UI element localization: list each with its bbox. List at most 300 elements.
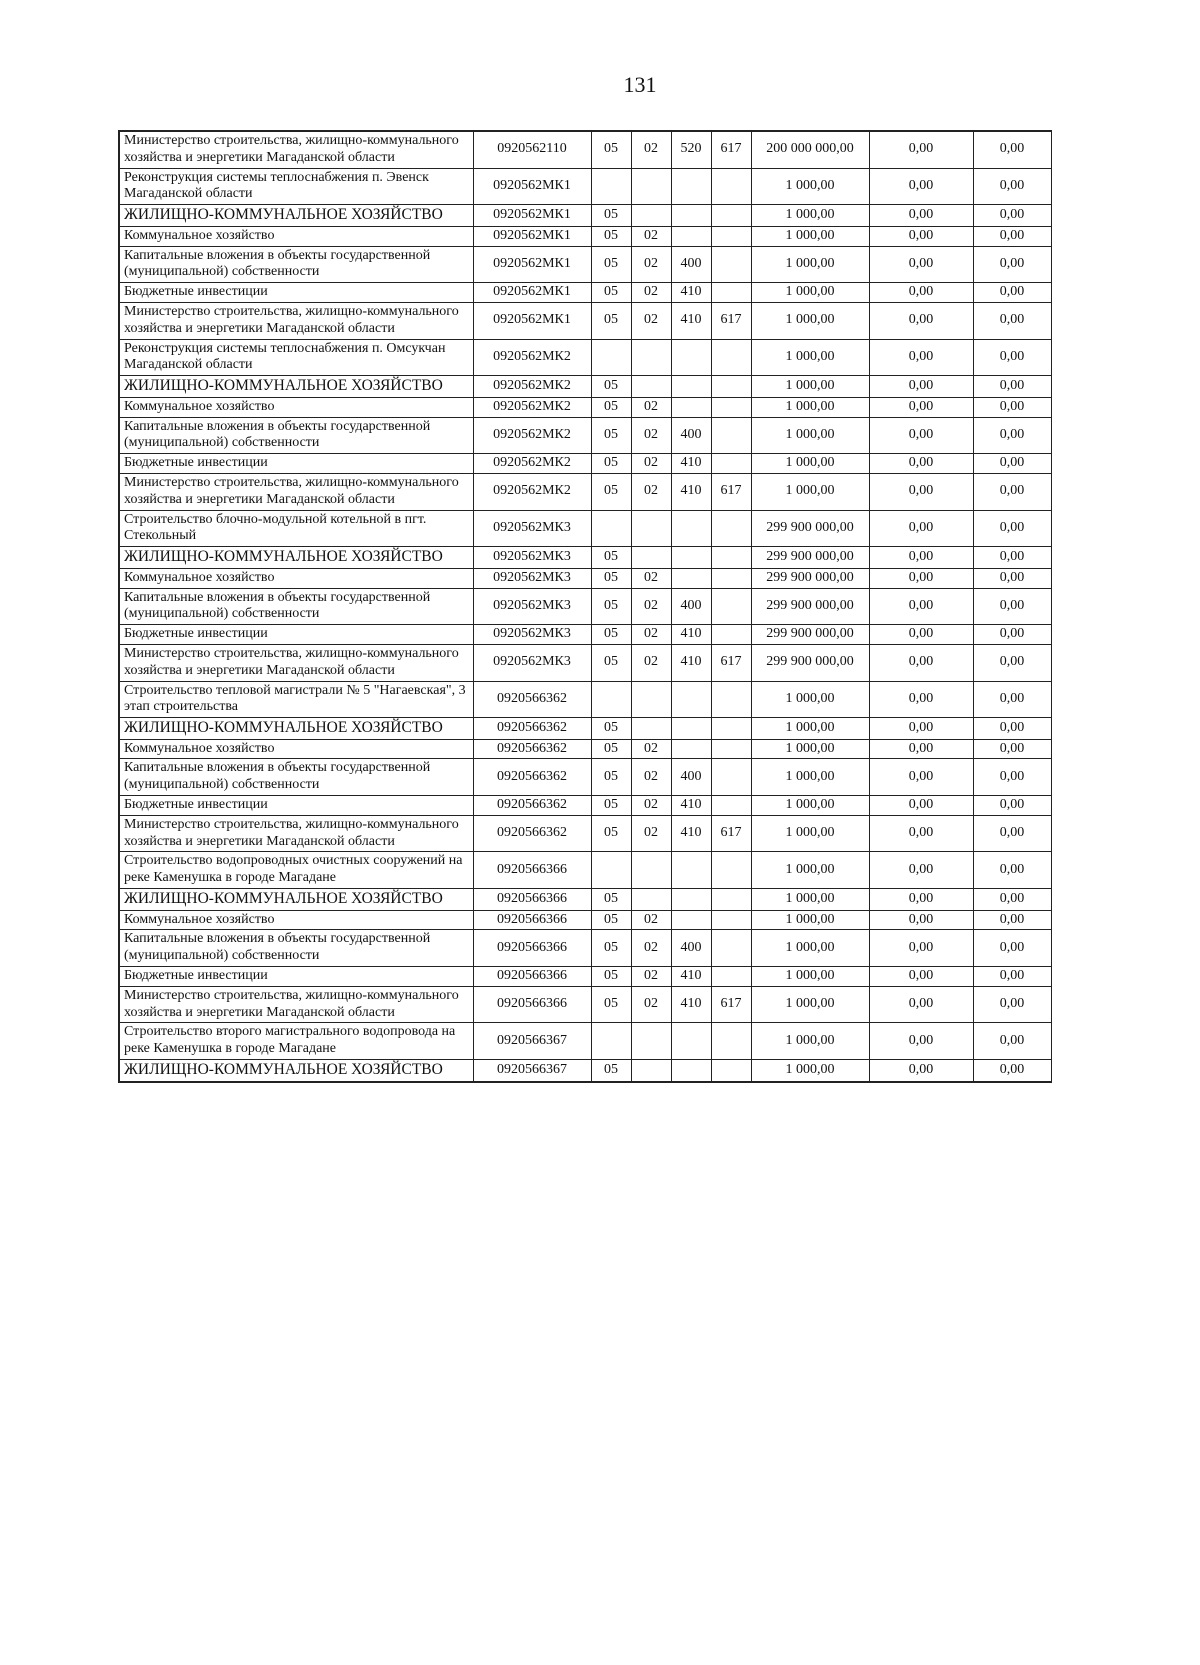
target-article-cell: 0920562МК2	[473, 473, 591, 510]
table-row	[119, 283, 1051, 303]
expense-type-cell: 410	[671, 283, 711, 303]
section-cell: 05	[591, 739, 631, 759]
table-row	[119, 568, 1051, 588]
administrator-cell	[711, 967, 751, 987]
section-cell: 05	[591, 910, 631, 930]
target-article-cell: 0920566366	[473, 967, 591, 987]
target-article-cell: 0920566362	[473, 815, 591, 852]
administrator-cell	[711, 510, 751, 547]
row-name-cell: Министерство строительства, жилищно-коммунального хозяйства и энергетики Магаданской области	[119, 473, 473, 510]
table-row	[119, 131, 1051, 168]
administrator-cell: 617	[711, 815, 751, 852]
amount-year3-cell: 0,00	[973, 168, 1051, 205]
amount-year1-cell: 299 900 000,00	[751, 644, 869, 681]
amount-year2-cell: 0,00	[869, 568, 973, 588]
section-cell: 05	[591, 454, 631, 474]
expense-type-cell	[671, 339, 711, 376]
section-cell: 05	[591, 815, 631, 852]
amount-year2-cell: 0,00	[869, 910, 973, 930]
amount-year1-cell: 1 000,00	[751, 339, 869, 376]
administrator-cell	[711, 910, 751, 930]
amount-year1-cell: 1 000,00	[751, 417, 869, 454]
amount-year1-cell: 299 900 000,00	[751, 625, 869, 645]
expense-type-cell	[671, 226, 711, 246]
table-row	[119, 302, 1051, 339]
amount-year1-cell: 1 000,00	[751, 302, 869, 339]
expense-type-cell: 400	[671, 759, 711, 796]
amount-year2-cell: 0,00	[869, 168, 973, 205]
row-name-cell: ЖИЛИЩНО-КОММУНАЛЬНОЕ ХОЗЯЙСТВО	[119, 205, 473, 227]
amount-year2-cell: 0,00	[869, 644, 973, 681]
amount-year1-cell: 200 000 000,00	[751, 131, 869, 168]
section-cell: 05	[591, 376, 631, 398]
table-row	[119, 376, 1051, 398]
amount-year2-cell: 0,00	[869, 376, 973, 398]
administrator-cell	[711, 930, 751, 967]
section-cell: 05	[591, 226, 631, 246]
subsection-cell: 02	[631, 759, 671, 796]
section-cell	[591, 852, 631, 889]
amount-year2-cell: 0,00	[869, 205, 973, 227]
section-cell: 05	[591, 588, 631, 625]
administrator-cell	[711, 588, 751, 625]
target-article-cell: 0920566362	[473, 796, 591, 816]
table-row	[119, 246, 1051, 283]
section-cell: 05	[591, 417, 631, 454]
table-row	[119, 625, 1051, 645]
amount-year2-cell: 0,00	[869, 930, 973, 967]
subsection-cell	[631, 547, 671, 569]
table-body	[119, 131, 1051, 1082]
section-cell: 05	[591, 283, 631, 303]
amount-year3-cell: 0,00	[973, 796, 1051, 816]
table-row	[119, 339, 1051, 376]
section-cell: 05	[591, 1060, 631, 1082]
row-name-cell: Министерство строительства, жилищно-коммунального хозяйства и энергетики Магаданской области	[119, 302, 473, 339]
amount-year1-cell: 1 000,00	[751, 168, 869, 205]
target-article-cell: 0920562МК2	[473, 339, 591, 376]
amount-year1-cell: 1 000,00	[751, 796, 869, 816]
row-name-cell: ЖИЛИЩНО-КОММУНАЛЬНОЕ ХОЗЯЙСТВО	[119, 376, 473, 398]
row-name-cell: Министерство строительства, жилищно-коммунального хозяйства и энергетики Магаданской области	[119, 131, 473, 168]
subsection-cell: 02	[631, 131, 671, 168]
amount-year3-cell: 0,00	[973, 1023, 1051, 1060]
subsection-cell	[631, 168, 671, 205]
target-article-cell: 0920566366	[473, 910, 591, 930]
amount-year2-cell: 0,00	[869, 510, 973, 547]
subsection-cell	[631, 510, 671, 547]
expense-type-cell: 410	[671, 967, 711, 987]
target-article-cell: 0920566362	[473, 759, 591, 796]
row-name-cell: Бюджетные инвестиции	[119, 454, 473, 474]
row-name-cell: Капитальные вложения в объекты государственной (муниципальной) собственности	[119, 246, 473, 283]
expense-type-cell: 410	[671, 302, 711, 339]
target-article-cell: 0920562МК1	[473, 283, 591, 303]
amount-year3-cell: 0,00	[973, 547, 1051, 569]
amount-year3-cell: 0,00	[973, 376, 1051, 398]
amount-year2-cell: 0,00	[869, 681, 973, 718]
row-name-cell: ЖИЛИЩНО-КОММУНАЛЬНОЕ ХОЗЯЙСТВО	[119, 889, 473, 911]
amount-year3-cell: 0,00	[973, 759, 1051, 796]
amount-year2-cell: 0,00	[869, 796, 973, 816]
subsection-cell: 02	[631, 283, 671, 303]
table-row	[119, 759, 1051, 796]
amount-year3-cell: 0,00	[973, 852, 1051, 889]
target-article-cell: 0920562110	[473, 131, 591, 168]
table-row	[119, 930, 1051, 967]
subsection-cell: 02	[631, 302, 671, 339]
amount-year2-cell: 0,00	[869, 739, 973, 759]
expense-type-cell	[671, 376, 711, 398]
subsection-cell	[631, 681, 671, 718]
subsection-cell: 02	[631, 930, 671, 967]
target-article-cell: 0920562МК1	[473, 168, 591, 205]
section-cell	[591, 1023, 631, 1060]
row-name-cell: Строительство блочно-модульной котельной в пгт. Стекольный	[119, 510, 473, 547]
amount-year2-cell: 0,00	[869, 718, 973, 740]
section-cell: 05	[591, 986, 631, 1023]
amount-year2-cell: 0,00	[869, 815, 973, 852]
amount-year3-cell: 0,00	[973, 986, 1051, 1023]
administrator-cell	[711, 283, 751, 303]
amount-year1-cell: 1 000,00	[751, 986, 869, 1023]
subsection-cell	[631, 1060, 671, 1082]
section-cell: 05	[591, 644, 631, 681]
expense-type-cell: 410	[671, 644, 711, 681]
row-name-cell: Коммунальное хозяйство	[119, 397, 473, 417]
amount-year1-cell: 1 000,00	[751, 815, 869, 852]
amount-year1-cell: 1 000,00	[751, 739, 869, 759]
expense-type-cell: 410	[671, 625, 711, 645]
expense-type-cell	[671, 568, 711, 588]
amount-year1-cell: 299 900 000,00	[751, 510, 869, 547]
amount-year3-cell: 0,00	[973, 718, 1051, 740]
amount-year1-cell: 1 000,00	[751, 1060, 869, 1082]
amount-year2-cell: 0,00	[869, 339, 973, 376]
expense-type-cell	[671, 205, 711, 227]
amount-year1-cell: 1 000,00	[751, 473, 869, 510]
target-article-cell: 0920566367	[473, 1023, 591, 1060]
subsection-cell	[631, 1023, 671, 1060]
administrator-cell	[711, 454, 751, 474]
target-article-cell: 0920566366	[473, 852, 591, 889]
target-article-cell: 0920562МК1	[473, 226, 591, 246]
table-row	[119, 226, 1051, 246]
expense-type-cell: 410	[671, 796, 711, 816]
amount-year2-cell: 0,00	[869, 759, 973, 796]
expense-type-cell: 410	[671, 454, 711, 474]
amount-year3-cell: 0,00	[973, 246, 1051, 283]
section-cell: 05	[591, 547, 631, 569]
amount-year2-cell: 0,00	[869, 473, 973, 510]
section-cell: 05	[591, 625, 631, 645]
target-article-cell: 0920566362	[473, 739, 591, 759]
target-article-cell: 0920562МК3	[473, 568, 591, 588]
row-name-cell: Коммунальное хозяйство	[119, 739, 473, 759]
target-article-cell: 0920566367	[473, 1060, 591, 1082]
administrator-cell	[711, 547, 751, 569]
amount-year2-cell: 0,00	[869, 397, 973, 417]
target-article-cell: 0920562МК3	[473, 547, 591, 569]
amount-year1-cell: 1 000,00	[751, 718, 869, 740]
administrator-cell: 617	[711, 131, 751, 168]
expense-type-cell: 410	[671, 473, 711, 510]
target-article-cell: 0920562МК1	[473, 246, 591, 283]
expense-type-cell: 410	[671, 986, 711, 1023]
amount-year1-cell: 1 000,00	[751, 852, 869, 889]
amount-year3-cell: 0,00	[973, 397, 1051, 417]
amount-year3-cell: 0,00	[973, 473, 1051, 510]
amount-year3-cell: 0,00	[973, 339, 1051, 376]
amount-year1-cell: 1 000,00	[751, 283, 869, 303]
subsection-cell	[631, 852, 671, 889]
row-name-cell: Бюджетные инвестиции	[119, 283, 473, 303]
subsection-cell: 02	[631, 967, 671, 987]
section-cell: 05	[591, 302, 631, 339]
amount-year1-cell: 1 000,00	[751, 397, 869, 417]
row-name-cell: Строительство водопроводных очистных сооружений на реке Каменушка в городе Магадане	[119, 852, 473, 889]
subsection-cell	[631, 889, 671, 911]
target-article-cell: 0920562МК3	[473, 588, 591, 625]
target-article-cell: 0920562МК2	[473, 376, 591, 398]
amount-year2-cell: 0,00	[869, 625, 973, 645]
section-cell: 05	[591, 397, 631, 417]
administrator-cell	[711, 205, 751, 227]
target-article-cell: 0920562МК2	[473, 417, 591, 454]
amount-year3-cell: 0,00	[973, 930, 1051, 967]
amount-year3-cell: 0,00	[973, 889, 1051, 911]
amount-year3-cell: 0,00	[973, 1060, 1051, 1082]
table-row	[119, 889, 1051, 911]
amount-year1-cell: 1 000,00	[751, 681, 869, 718]
section-cell	[591, 168, 631, 205]
amount-year2-cell: 0,00	[869, 454, 973, 474]
section-cell	[591, 510, 631, 547]
administrator-cell	[711, 681, 751, 718]
row-name-cell: Коммунальное хозяйство	[119, 568, 473, 588]
amount-year3-cell: 0,00	[973, 588, 1051, 625]
subsection-cell	[631, 718, 671, 740]
amount-year1-cell: 1 000,00	[751, 246, 869, 283]
amount-year3-cell: 0,00	[973, 417, 1051, 454]
subsection-cell: 02	[631, 568, 671, 588]
table-row	[119, 967, 1051, 987]
subsection-cell: 02	[631, 473, 671, 510]
amount-year2-cell: 0,00	[869, 1023, 973, 1060]
table-row	[119, 644, 1051, 681]
table-row	[119, 588, 1051, 625]
amount-year1-cell: 1 000,00	[751, 376, 869, 398]
subsection-cell: 02	[631, 739, 671, 759]
amount-year3-cell: 0,00	[973, 226, 1051, 246]
expense-type-cell	[671, 852, 711, 889]
row-name-cell: Реконструкция системы теплоснабжения п. Омсукчан Магаданской области	[119, 339, 473, 376]
table-row	[119, 718, 1051, 740]
expense-type-cell: 520	[671, 131, 711, 168]
subsection-cell: 02	[631, 454, 671, 474]
amount-year1-cell: 1 000,00	[751, 205, 869, 227]
expense-type-cell	[671, 889, 711, 911]
administrator-cell	[711, 718, 751, 740]
expense-type-cell	[671, 547, 711, 569]
administrator-cell: 617	[711, 473, 751, 510]
amount-year1-cell: 1 000,00	[751, 889, 869, 911]
subsection-cell: 02	[631, 397, 671, 417]
administrator-cell	[711, 739, 751, 759]
subsection-cell	[631, 205, 671, 227]
amount-year1-cell: 1 000,00	[751, 930, 869, 967]
target-article-cell: 0920562МК2	[473, 454, 591, 474]
amount-year1-cell: 299 900 000,00	[751, 568, 869, 588]
target-article-cell: 0920562МК1	[473, 302, 591, 339]
amount-year3-cell: 0,00	[973, 967, 1051, 987]
administrator-cell	[711, 168, 751, 205]
section-cell: 05	[591, 796, 631, 816]
row-name-cell: Министерство строительства, жилищно-коммунального хозяйства и энергетики Магаданской области	[119, 986, 473, 1023]
row-name-cell: Капитальные вложения в объекты государственной (муниципальной) собственности	[119, 417, 473, 454]
amount-year3-cell: 0,00	[973, 739, 1051, 759]
amount-year1-cell: 1 000,00	[751, 454, 869, 474]
section-cell: 05	[591, 568, 631, 588]
table-row	[119, 417, 1051, 454]
administrator-cell: 617	[711, 644, 751, 681]
expense-type-cell: 400	[671, 588, 711, 625]
amount-year3-cell: 0,00	[973, 302, 1051, 339]
subsection-cell: 02	[631, 796, 671, 816]
amount-year2-cell: 0,00	[869, 302, 973, 339]
expense-type-cell: 400	[671, 930, 711, 967]
row-name-cell: Министерство строительства, жилищно-коммунального хозяйства и энергетики Магаданской области	[119, 644, 473, 681]
expense-type-cell	[671, 510, 711, 547]
table-row	[119, 397, 1051, 417]
table-row	[119, 1060, 1051, 1082]
amount-year1-cell: 1 000,00	[751, 967, 869, 987]
amount-year2-cell: 0,00	[869, 1060, 973, 1082]
expense-type-cell	[671, 718, 711, 740]
row-name-cell: Министерство строительства, жилищно-коммунального хозяйства и энергетики Магаданской области	[119, 815, 473, 852]
section-cell: 05	[591, 967, 631, 987]
target-article-cell: 0920562МК1	[473, 205, 591, 227]
table-row	[119, 910, 1051, 930]
amount-year2-cell: 0,00	[869, 967, 973, 987]
administrator-cell	[711, 889, 751, 911]
amount-year3-cell: 0,00	[973, 625, 1051, 645]
expense-type-cell	[671, 1060, 711, 1082]
table-row	[119, 454, 1051, 474]
subsection-cell	[631, 339, 671, 376]
expense-type-cell	[671, 1023, 711, 1060]
expense-type-cell: 400	[671, 246, 711, 283]
amount-year3-cell: 0,00	[973, 283, 1051, 303]
row-name-cell: Бюджетные инвестиции	[119, 625, 473, 645]
administrator-cell	[711, 376, 751, 398]
administrator-cell	[711, 1060, 751, 1082]
amount-year3-cell: 0,00	[973, 644, 1051, 681]
administrator-cell	[711, 339, 751, 376]
amount-year3-cell: 0,00	[973, 568, 1051, 588]
amount-year2-cell: 0,00	[869, 889, 973, 911]
target-article-cell: 0920562МК3	[473, 625, 591, 645]
amount-year2-cell: 0,00	[869, 986, 973, 1023]
row-name-cell: ЖИЛИЩНО-КОММУНАЛЬНОЕ ХОЗЯЙСТВО	[119, 1060, 473, 1082]
amount-year1-cell: 299 900 000,00	[751, 588, 869, 625]
subsection-cell: 02	[631, 986, 671, 1023]
administrator-cell	[711, 1023, 751, 1060]
amount-year3-cell: 0,00	[973, 910, 1051, 930]
subsection-cell: 02	[631, 417, 671, 454]
administrator-cell	[711, 246, 751, 283]
administrator-cell: 617	[711, 302, 751, 339]
amount-year2-cell: 0,00	[869, 226, 973, 246]
target-article-cell: 0920562МК3	[473, 510, 591, 547]
expense-type-cell	[671, 739, 711, 759]
section-cell: 05	[591, 131, 631, 168]
table-row	[119, 681, 1051, 718]
row-name-cell: Капитальные вложения в объекты государственной (муниципальной) собственности	[119, 588, 473, 625]
subsection-cell: 02	[631, 910, 671, 930]
section-cell: 05	[591, 473, 631, 510]
expense-type-cell	[671, 910, 711, 930]
table-row	[119, 510, 1051, 547]
section-cell: 05	[591, 718, 631, 740]
table-row	[119, 205, 1051, 227]
subsection-cell: 02	[631, 226, 671, 246]
expense-type-cell	[671, 168, 711, 205]
administrator-cell	[711, 852, 751, 889]
subsection-cell: 02	[631, 246, 671, 283]
amount-year1-cell: 1 000,00	[751, 226, 869, 246]
administrator-cell: 617	[711, 986, 751, 1023]
amount-year2-cell: 0,00	[869, 588, 973, 625]
target-article-cell: 0920566362	[473, 681, 591, 718]
target-article-cell: 0920566366	[473, 930, 591, 967]
section-cell	[591, 681, 631, 718]
administrator-cell	[711, 625, 751, 645]
amount-year1-cell: 1 000,00	[751, 910, 869, 930]
subsection-cell: 02	[631, 625, 671, 645]
target-article-cell: 0920566366	[473, 986, 591, 1023]
administrator-cell	[711, 226, 751, 246]
section-cell	[591, 339, 631, 376]
amount-year3-cell: 0,00	[973, 454, 1051, 474]
amount-year3-cell: 0,00	[973, 510, 1051, 547]
subsection-cell: 02	[631, 644, 671, 681]
subsection-cell: 02	[631, 588, 671, 625]
amount-year2-cell: 0,00	[869, 852, 973, 889]
amount-year1-cell: 1 000,00	[751, 1023, 869, 1060]
section-cell: 05	[591, 930, 631, 967]
administrator-cell	[711, 759, 751, 796]
target-article-cell: 0920562МК3	[473, 644, 591, 681]
administrator-cell	[711, 796, 751, 816]
row-name-cell: Бюджетные инвестиции	[119, 796, 473, 816]
section-cell: 05	[591, 246, 631, 283]
row-name-cell: Строительство второго магистрального водопровода на реке Каменушка в городе Магадане	[119, 1023, 473, 1060]
administrator-cell	[711, 397, 751, 417]
row-name-cell: Капитальные вложения в объекты государственной (муниципальной) собственности	[119, 759, 473, 796]
row-name-cell: ЖИЛИЩНО-КОММУНАЛЬНОЕ ХОЗЯЙСТВО	[119, 547, 473, 569]
amount-year2-cell: 0,00	[869, 246, 973, 283]
row-name-cell: ЖИЛИЩНО-КОММУНАЛЬНОЕ ХОЗЯЙСТВО	[119, 718, 473, 740]
row-name-cell: Коммунальное хозяйство	[119, 910, 473, 930]
amount-year3-cell: 0,00	[973, 681, 1051, 718]
budget-table	[118, 130, 1052, 1083]
section-cell: 05	[591, 205, 631, 227]
row-name-cell: Реконструкция системы теплоснабжения п. Эвенск Магаданской области	[119, 168, 473, 205]
amount-year1-cell: 299 900 000,00	[751, 547, 869, 569]
administrator-cell	[711, 417, 751, 454]
row-name-cell: Коммунальное хозяйство	[119, 226, 473, 246]
